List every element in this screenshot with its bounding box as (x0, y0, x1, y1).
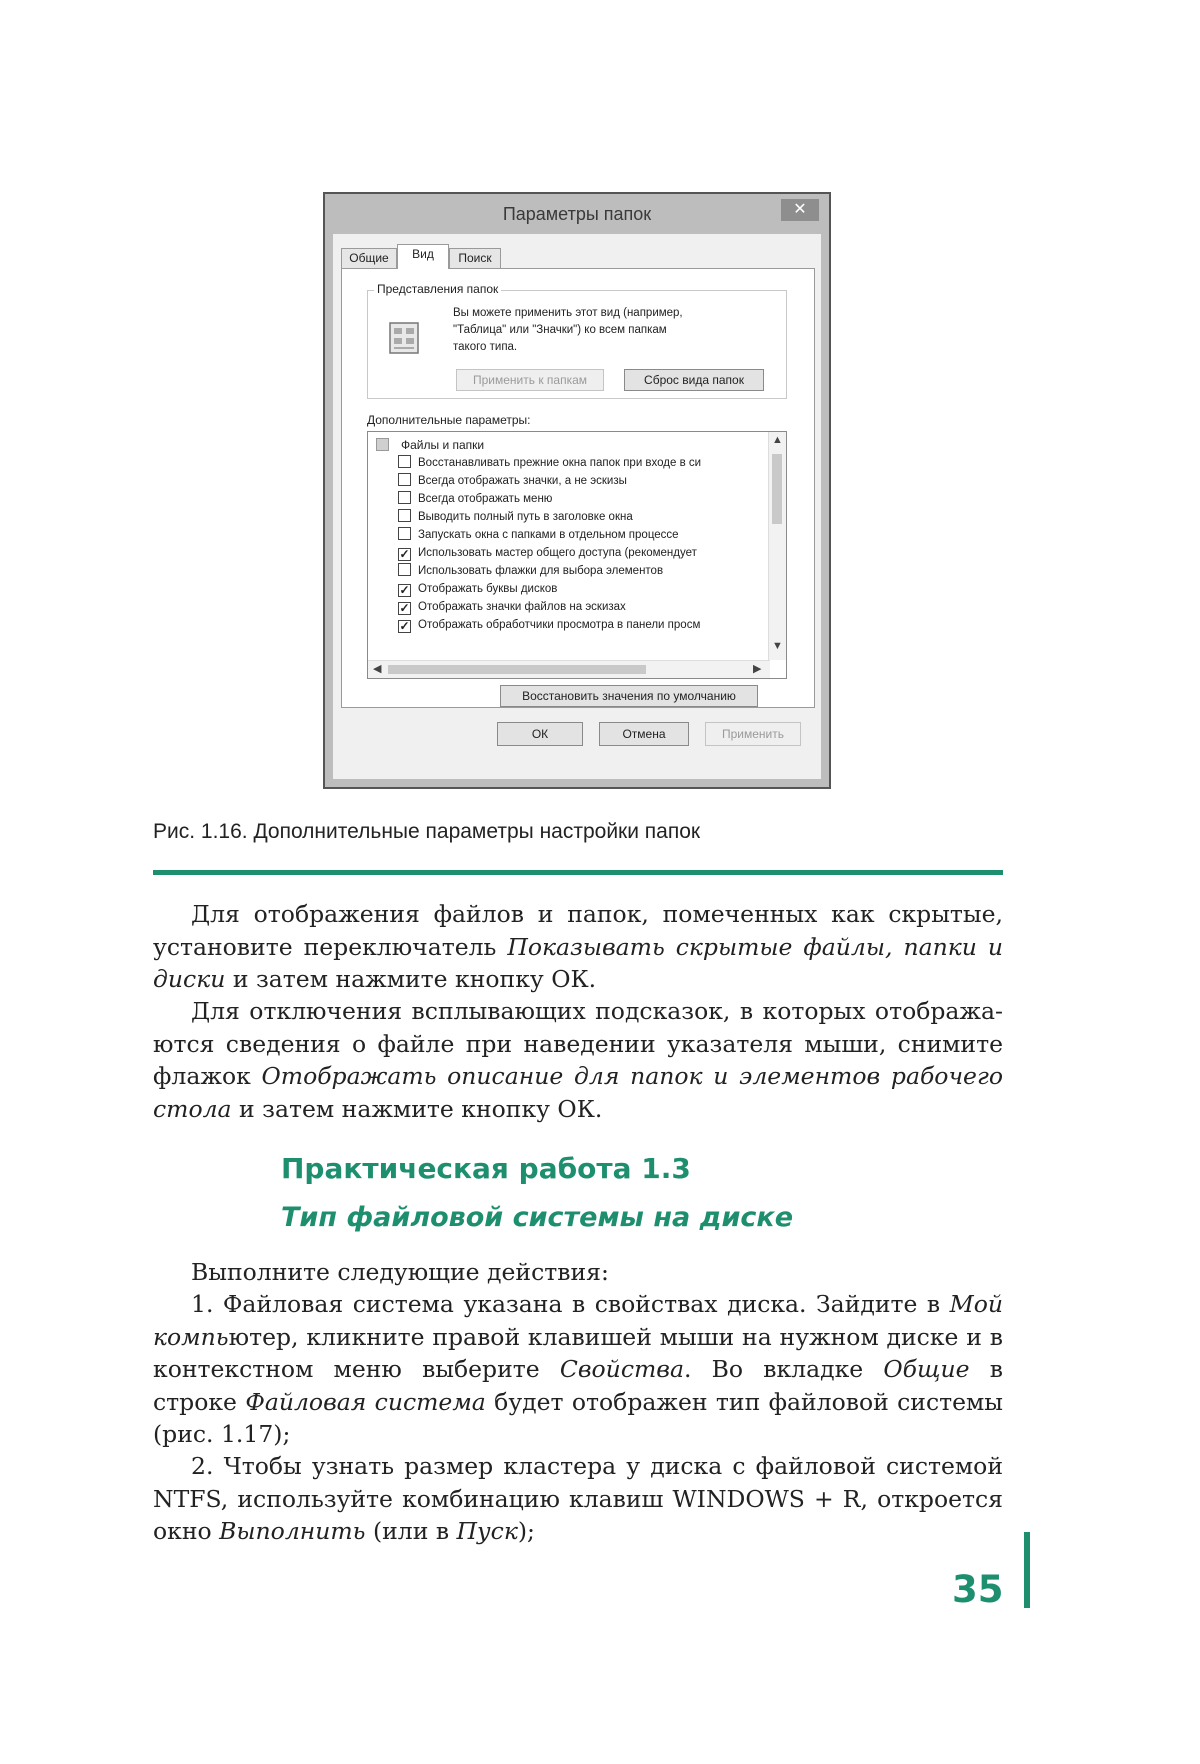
setting-label: Всегда отображать меню (418, 493, 553, 505)
restore-defaults-button[interactable]: Восстановить значения по умолчанию (500, 685, 758, 707)
setting-checkbox[interactable]: ✓ (399, 583, 410, 597)
close-icon[interactable]: ✕ (781, 199, 819, 221)
setting-label: Отображать значки файлов на эскизах (418, 601, 626, 613)
setting-checkbox[interactable] (398, 527, 411, 540)
paragraph-tooltips (153, 995, 1003, 1125)
para2-text-a: Для отключения всплывающих подсказок, в которых отобража-ются сведения о файле при наведении указателя мыши, снимите флажок (153, 997, 1003, 1090)
step2-italic-run: Выполнить (219, 1517, 366, 1545)
scroll-down-icon[interactable]: ▼ (772, 640, 783, 652)
apply-button[interactable]: Применить (705, 722, 801, 746)
folder-views-group (367, 282, 787, 399)
setting-row[interactable] (398, 544, 758, 562)
setting-label: Выводить полный путь в заголовке окна (418, 511, 633, 523)
dialog-titlebar (325, 194, 829, 234)
step1-text-i: будет отображен тип файловой системы (рис. 1.17); (153, 1387, 1004, 1448)
paragraph-intro: Выполните следующие действия: (191, 1258, 609, 1286)
dialog-title: Параметры папок (502, 204, 652, 224)
scroll-right-icon[interactable]: ▶ (753, 663, 762, 675)
step2-text-e: ); (517, 1517, 535, 1545)
setting-row[interactable] (398, 472, 758, 490)
view-tab-panel (341, 268, 815, 708)
setting-checkbox[interactable] (398, 473, 411, 486)
step2-text-c: (или в (365, 1517, 457, 1545)
setting-row[interactable] (398, 562, 758, 580)
page-number: 35 (952, 1568, 1004, 1611)
horizontal-scroll-thumb[interactable] (388, 665, 646, 674)
folder-views-legend: Представления папок (374, 282, 501, 296)
setting-row[interactable] (398, 598, 758, 616)
tree-root-files-folders (376, 436, 484, 454)
paragraph-step-1 (153, 1288, 1003, 1451)
setting-label: Использовать мастер общего доступа (рекомендует (418, 547, 697, 559)
paragraph-step-2 (153, 1450, 1003, 1548)
step1-text-e: . Во вкладке (683, 1355, 884, 1383)
page-number-bar (1024, 1532, 1030, 1608)
setting-checkbox[interactable] (398, 563, 411, 576)
setting-label: Запускать окна с папками в отдельном процессе (418, 529, 679, 541)
reset-folders-button[interactable]: Сброс вида папок (624, 369, 764, 391)
setting-label: Восстанавливать прежние окна папок при входе в си (418, 457, 702, 469)
tab-view[interactable]: Вид (397, 244, 449, 269)
setting-label: Отображать обработчики просмотра в панели просм (418, 619, 701, 631)
folder-options-dialog (323, 192, 831, 789)
setting-label: Использовать флажки для выбора элементов (418, 565, 664, 577)
setting-row[interactable] (398, 508, 758, 526)
setting-checkbox[interactable]: ✓ (399, 619, 410, 633)
tree-root-label: Файлы и папки (401, 438, 485, 452)
scroll-up-icon[interactable]: ▲ (772, 434, 783, 446)
step1-italic-my-computer: Мой компь (153, 1290, 1003, 1351)
advanced-settings-tree[interactable] (367, 431, 787, 679)
vertical-scrollbar[interactable] (768, 432, 786, 660)
paragraph-hidden-files (153, 898, 1003, 996)
ok-button[interactable]: ОК (497, 722, 583, 746)
step1-italic-filesystem: Файловая система (245, 1387, 486, 1416)
tab-general[interactable]: Общие (341, 248, 397, 268)
step1-italic-general: Общие (883, 1355, 970, 1383)
step2-italic-start: Пуск (456, 1517, 518, 1545)
setting-checkbox[interactable] (398, 509, 411, 522)
step1-text-c: ютер, кликните правой клавишей мыши на нужном диске и в контекстном меню выберите (153, 1322, 1003, 1383)
para1-text-a: Для отображения файлов и папок, помеченных как скрытые, установите переключатель (153, 900, 1003, 961)
setting-checkbox[interactable] (398, 455, 411, 468)
para2-text-c: и затем нажмите кнопку ОК. (231, 1094, 603, 1123)
section-divider (153, 870, 1003, 875)
step2-text-a: 2. Чтобы узнать размер кластера у диска с файловой системой NTFS, используйте комбинацию клавиш WINDOWS + R, откроется окно (153, 1452, 1003, 1545)
figure-caption: Рис. 1.16. Дополнительные параметры настройки папок (153, 820, 701, 843)
setting-row[interactable] (398, 454, 758, 472)
para1-text-c: и затем нажмите кнопку ОК. (225, 965, 597, 993)
practice-heading: Практическая работа 1.3 (281, 1152, 691, 1185)
setting-row[interactable] (398, 580, 758, 598)
folder-views-description: Вы можете применить этот вид (например, "Таблица" или "Значки") ко всем папкам такого типа. (453, 307, 683, 353)
setting-row[interactable] (398, 526, 758, 544)
setting-checkbox[interactable] (398, 491, 411, 504)
setting-checkbox[interactable]: ✓ (399, 601, 410, 615)
folder-icon (376, 438, 389, 451)
apply-to-folders-button[interactable]: Применить к папкам (456, 369, 604, 391)
step1-italic-properties: Свойства (559, 1355, 684, 1383)
advanced-settings-label: Дополнительные параметры: (367, 413, 531, 427)
vertical-scroll-thumb[interactable] (772, 454, 782, 524)
setting-row[interactable] (398, 490, 758, 508)
setting-label: Отображать буквы дисков (418, 583, 558, 595)
cancel-button[interactable]: Отмена (599, 722, 689, 746)
step1-text-a: 1. Файловая система указана в свойствах диска. Зайдите в (191, 1290, 950, 1318)
tab-search[interactable]: Поиск (449, 248, 501, 268)
dialog-body (333, 234, 821, 779)
para1-italic-option: Показывать скрытые файлы, папки и диски (153, 932, 1003, 993)
practice-subheading: Тип файловой системы на диске (281, 1202, 794, 1233)
scroll-left-icon[interactable]: ◀ (373, 663, 382, 675)
step1-text-g: в строке (153, 1355, 1003, 1416)
setting-label: Всегда отображать значки, а не эскизы (418, 475, 627, 487)
horizontal-scrollbar[interactable] (368, 660, 770, 678)
setting-row[interactable] (398, 616, 758, 634)
para2-italic-option: Отображать описание для папок и элементов рабочего стола (153, 1062, 1003, 1123)
folder-view-icon (386, 319, 422, 357)
setting-checkbox[interactable]: ✓ (399, 547, 410, 561)
